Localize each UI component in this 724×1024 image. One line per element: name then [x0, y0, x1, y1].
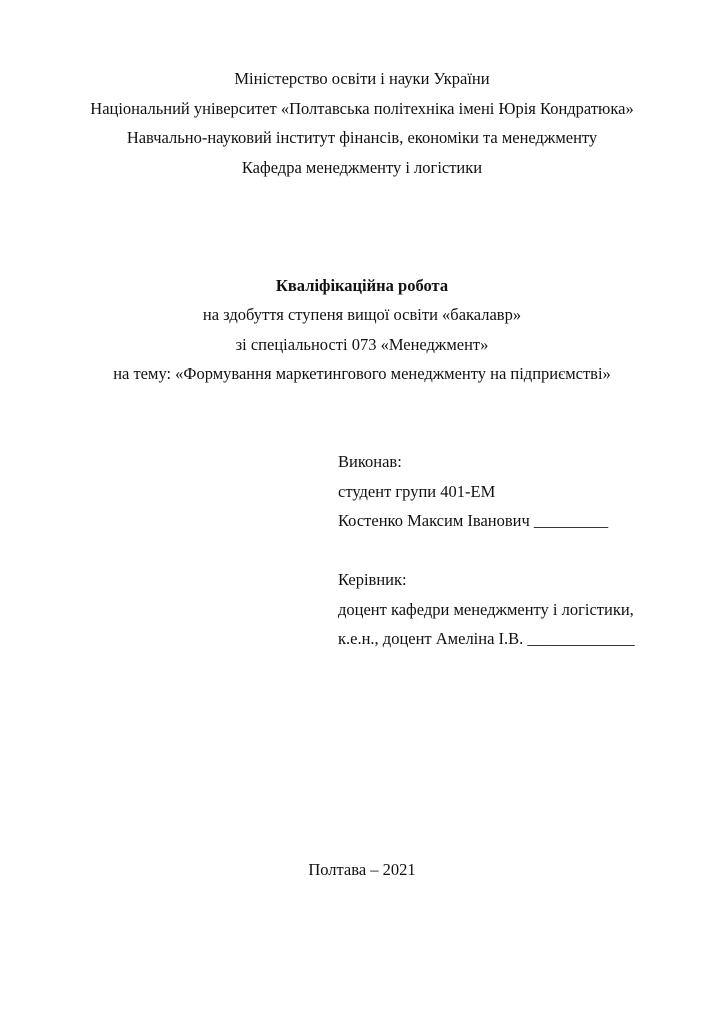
document-title: Кваліфікаційна робота [275, 276, 449, 295]
specialty-line: зі спеціальності 073 «Менеджмент» [235, 335, 489, 354]
ministry-line: Міністерство освіти і науки України [234, 69, 490, 88]
author-label: Виконав: [338, 452, 402, 471]
degree-line: на здобуття ступеня вищої освіти «бакалавр» [202, 305, 522, 324]
supervisor-position: доцент кафедри менеджменту і логістики, [338, 600, 634, 619]
supervisor-label: Керівник: [338, 570, 407, 589]
university-line: Національний університет «Полтавська політехніка імені Юрія Кондратюка» [90, 99, 634, 118]
department-line: Кафедра менеджменту і логістики [241, 158, 483, 177]
author-group: студент групи 401-ЕМ [338, 482, 496, 501]
topic-line: на тему: «Формування маркетингового менеджменту на підприємстві» [113, 364, 611, 383]
institute-line: Навчально-науковий інститут фінансів, економіки та менеджменту [126, 128, 598, 147]
place-year: Полтава – 2021 [308, 860, 416, 879]
author-name-signature: Костенко Максим Іванович _________ [338, 511, 609, 530]
supervisor-name-signature: к.е.н., доцент Амеліна І.В. _____________ [338, 629, 635, 648]
